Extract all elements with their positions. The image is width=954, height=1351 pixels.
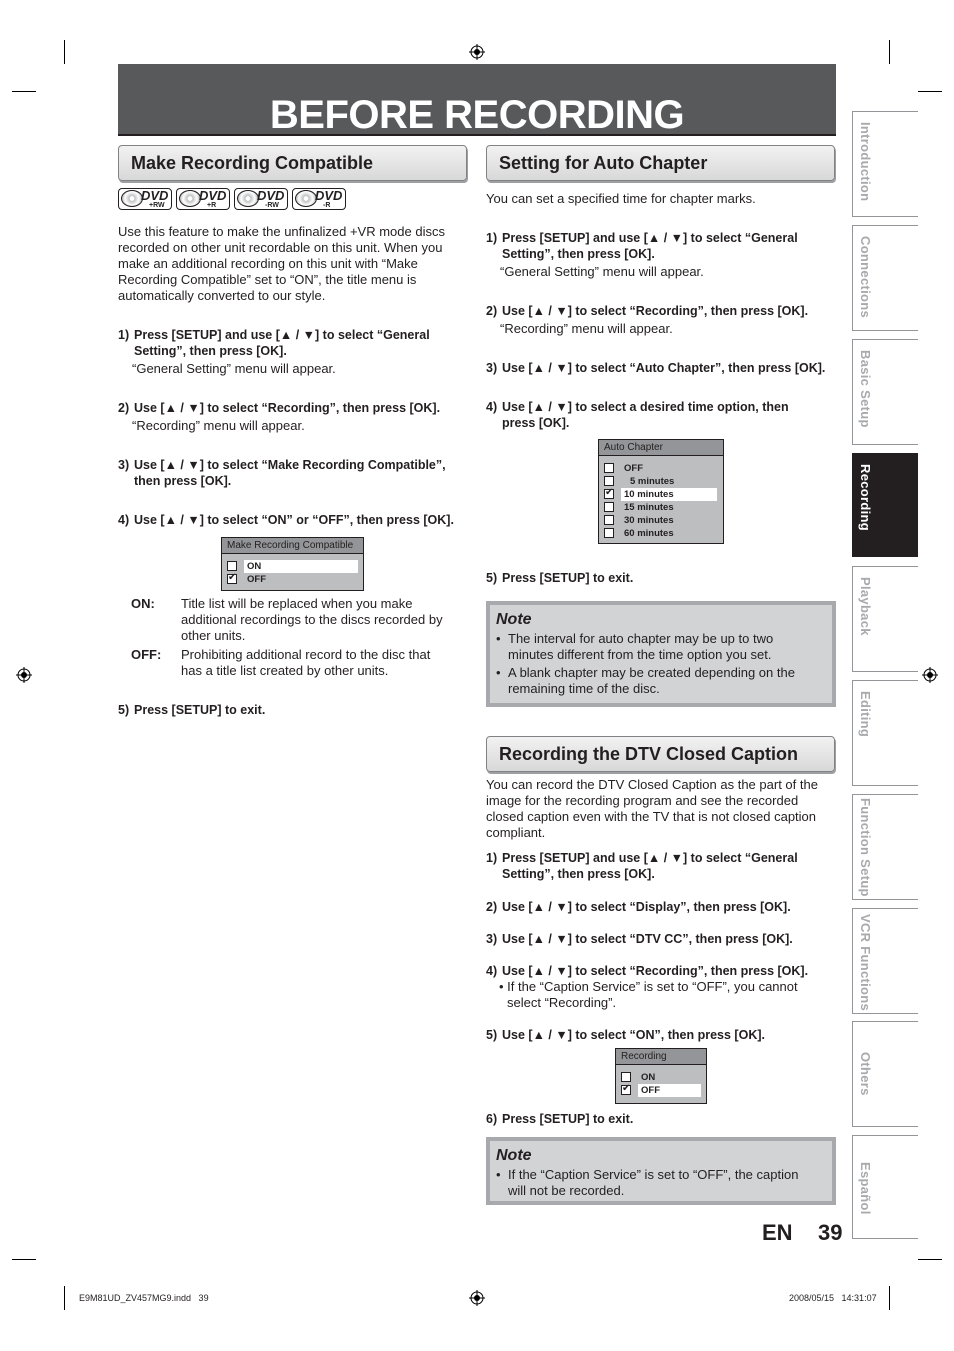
intro-line: automatically converted to our style. [118, 288, 326, 303]
note-bullet: • If the “Caption Service” is set to “OFF”, the caption will not be recorded. [496, 1167, 799, 1198]
crop-mark [12, 91, 36, 92]
crop-mark [64, 1286, 65, 1310]
intro-line: recorded on other unit recordable on this unit. When you [118, 240, 443, 255]
intro-line: make an additional recording on this unit with “Make [118, 256, 418, 271]
side-tab-editing[interactable]: Editing [852, 680, 918, 786]
section-title: Recording the DTV Closed Caption [499, 744, 799, 764]
step-5: 5) Use [▲ / ▼] to select “ON”, then press [OK]. [486, 1028, 765, 1042]
menu-item-on[interactable]: ON [641, 1072, 656, 1083]
def-desc-line: Title list will be replaced when you make [181, 596, 413, 611]
disc-icon [179, 190, 201, 207]
step-2-result: “Recording” menu will appear. [500, 321, 673, 336]
menu-item-15-minutes[interactable]: 15 minutes [624, 502, 674, 513]
step-1: 1) Press [SETUP] and use [▲ / ▼] to select “General Setting”, then press [OK]. [486, 231, 798, 261]
menu-item-off[interactable]: OFF [624, 463, 643, 474]
page-title: BEFORE RECORDING [269, 93, 685, 137]
disc-icon [237, 190, 259, 207]
menu-item-10-minutes[interactable]: 10 minutes [621, 488, 717, 501]
registration-mark-icon [469, 44, 485, 60]
dvd-plus-r-logo: DVD +R [176, 188, 230, 210]
side-tab-connections[interactable]: Connections [852, 225, 918, 331]
menu-item-off[interactable]: OFF [638, 1084, 701, 1097]
step-4: 4) Use [▲ / ▼] to select a desired time option, then press [OK]. [486, 400, 789, 430]
menu-item-5-minutes[interactable]: 5 minutes [630, 476, 675, 487]
side-tab-others[interactable]: Others [852, 1021, 918, 1127]
intro-line: You can record the DTV Closed Caption as the part of the [486, 777, 818, 792]
footer-date: 2008/05/15 14:31:07 [789, 1293, 877, 1303]
menu-title: Auto Chapter [599, 440, 723, 456]
step-4-note: select “Recording”. [507, 995, 617, 1010]
note-title: Note [496, 611, 532, 628]
side-tab-espanol[interactable]: Español [852, 1135, 918, 1239]
registration-mark-icon [922, 667, 938, 683]
step-5: 5) Press [SETUP] to exit. [118, 703, 266, 717]
checkbox-icon [604, 528, 614, 538]
page-number: 39 [818, 1220, 843, 1245]
crop-mark [918, 91, 942, 92]
menu-title: Recording [616, 1049, 706, 1065]
step-4-note: • If the “Caption Service” is set to “OFF”, you cannot [499, 979, 798, 994]
step-3: 3) Use [▲ / ▼] to select “Make Recording Compatible”, then press [OK]. [118, 458, 446, 488]
note-title: Note [496, 1147, 532, 1164]
step-2-result: “Recording” menu will appear. [132, 418, 305, 433]
auto-chapter-intro: You can set a specified time for chapter marks. [486, 191, 756, 206]
step-2: 2) Use [▲ / ▼] to select “Recording”, then press [OK]. [118, 401, 441, 415]
section-title: Setting for Auto Chapter [499, 153, 708, 173]
menu-item-on[interactable]: ON [244, 560, 358, 573]
step-1: 1) Press [SETUP] and use [▲ / ▼] to select “General Setting”, then press [OK]. [118, 328, 430, 358]
section-title: Make Recording Compatible [131, 153, 374, 173]
crop-mark [64, 40, 65, 64]
def-desc-line: has a title list created by other units. [181, 663, 389, 678]
checkbox-icon [604, 476, 614, 486]
registration-mark-icon [16, 667, 32, 683]
note-box [486, 1137, 836, 1205]
step-2: 2) Use [▲ / ▼] to select “Recording”, then press [OK]. [486, 304, 809, 318]
checkbox-icon [604, 463, 614, 473]
menu-item-30-minutes[interactable]: 30 minutes [624, 515, 674, 526]
checkbox-checked-icon [227, 574, 237, 584]
intro-line: closed caption even with the TV that is not closed caption [486, 809, 817, 824]
step-4: 4) Use [▲ / ▼] to select “Recording”, then press [OK]. [486, 964, 809, 978]
step-4: 4) Use [▲ / ▼] to select “ON” or “OFF”, then press [OK]. [118, 513, 454, 527]
footer-file: E9M81UD_ZV457MG9.indd 39 [79, 1293, 209, 1303]
make-recording-compatible-menu [221, 537, 364, 591]
section-header-dtv-closed-caption [486, 736, 835, 772]
def-term-off: OFF: [131, 647, 162, 662]
def-desc-line: Prohibiting additional record to the disc that [181, 647, 431, 662]
note-box [486, 601, 836, 707]
crop-mark [889, 1286, 890, 1310]
step-1-result: “General Setting” menu will appear. [132, 361, 336, 376]
checkbox-icon [621, 1072, 631, 1082]
def-desc-line: other units. [181, 628, 246, 643]
menu-item-60-minutes[interactable]: 60 minutes [624, 528, 674, 539]
checkbox-icon [227, 561, 237, 571]
page-language: EN [762, 1220, 793, 1245]
crop-mark [918, 1259, 942, 1260]
auto-chapter-menu [598, 439, 724, 544]
recording-menu [615, 1048, 707, 1104]
side-tab-introduction[interactable]: Introduction [852, 111, 918, 217]
dvd-plus-rw-logo: DVD +RW [118, 188, 172, 210]
disc-icon [121, 190, 143, 207]
step-1: 1) Press [SETUP] and use [▲ / ▼] to select “General Setting”, then press [OK]. [486, 851, 798, 881]
step-1-result: “General Setting” menu will appear. [500, 264, 704, 279]
intro-line: image for the recording program and see the recorded [486, 793, 799, 808]
def-desc-line: additional recordings to the discs recorded by [181, 612, 443, 627]
intro-line: compliant. [486, 825, 546, 840]
side-tab-recording[interactable]: Recording [852, 453, 918, 557]
menu-title: Make Recording Compatible [222, 538, 363, 554]
step-2: 2) Use [▲ / ▼] to select “Display”, then press [OK]. [486, 900, 791, 914]
step-3: 3) Use [▲ / ▼] to select “Auto Chapter”, then press [OK]. [486, 361, 826, 375]
menu-item-off[interactable]: OFF [247, 574, 266, 585]
checkbox-checked-icon [604, 489, 614, 499]
section-header-auto-chapter [486, 145, 835, 181]
intro-line: Use this feature to make the unfinalized +VR mode discs [118, 224, 445, 239]
side-tab-playback[interactable]: Playback [852, 566, 918, 672]
side-tab-function-setup[interactable]: Function Setup [852, 794, 918, 900]
checkbox-icon [604, 515, 614, 525]
side-tab-vcr-functions[interactable]: VCR Functions [852, 908, 918, 1014]
note-bullet: • The interval for auto chapter may be up to two minutes different from the time option you set. [496, 631, 774, 662]
checkbox-checked-icon [621, 1085, 631, 1095]
dvd-minus-rw-logo: DVD -RW [234, 188, 288, 210]
section-header-make-recording-compatible [118, 145, 467, 181]
side-tab-basic-setup[interactable]: Basic Setup [852, 339, 918, 445]
checkbox-icon [604, 502, 614, 512]
def-term-on: ON: [131, 596, 155, 611]
step-3: 3) Use [▲ / ▼] to select “DTV CC”, then press [OK]. [486, 932, 793, 946]
crop-mark [12, 1259, 36, 1260]
crop-mark [889, 40, 890, 64]
step-5: 5) Press [SETUP] to exit. [486, 571, 634, 585]
page-banner [118, 64, 836, 136]
dvd-minus-r-logo: DVD -R [292, 188, 346, 210]
step-6: 6) Press [SETUP] to exit. [486, 1112, 634, 1126]
registration-mark-icon [469, 1290, 485, 1306]
note-bullet: • A blank chapter may be created depending on the remaining time of the disc. [496, 665, 795, 696]
intro-line: Recording Compatible” set to “ON”, the title menu is [118, 272, 417, 287]
disc-icon [295, 190, 317, 207]
